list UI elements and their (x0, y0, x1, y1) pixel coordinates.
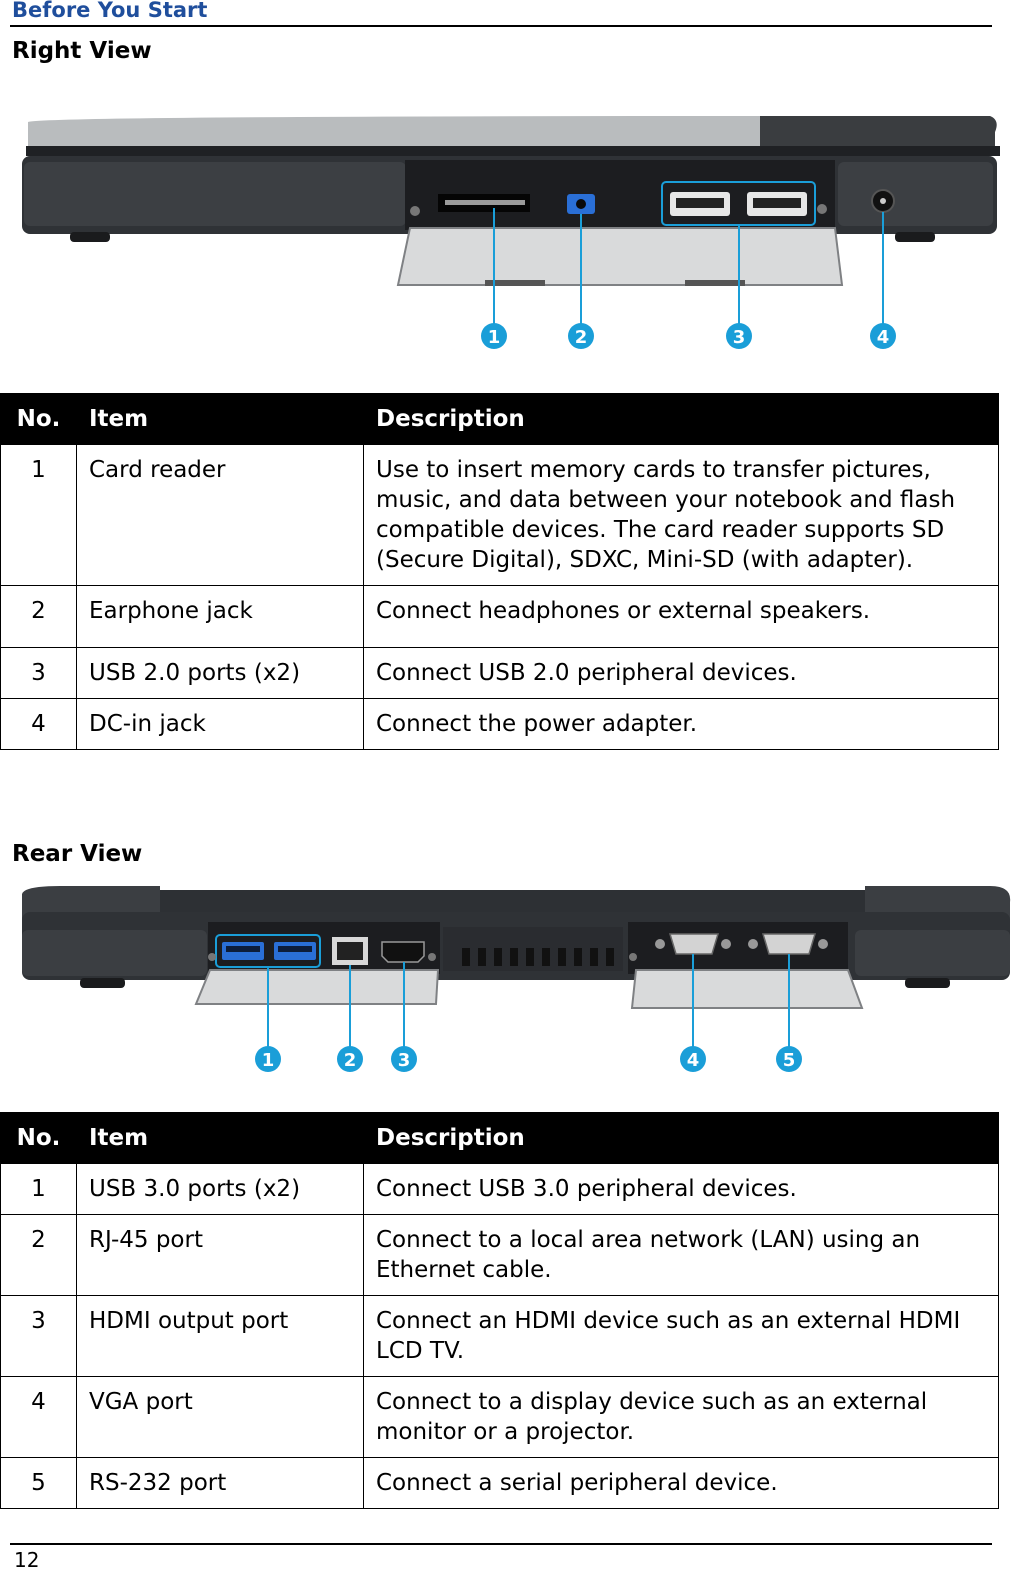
right-callout-4 (870, 323, 896, 349)
cell-no: 1 (1, 445, 77, 586)
cell-item: USB 3.0 ports (x2) (77, 1164, 364, 1215)
cell-no: 3 (1, 648, 77, 699)
cell-description: Connect USB 3.0 peripheral devices. (364, 1164, 999, 1215)
column-header-item: Item (77, 394, 364, 445)
cell-description: Connect USB 2.0 peripheral devices. (364, 648, 999, 699)
rear-callout-5 (776, 1046, 802, 1072)
cell-no: 4 (1, 1377, 77, 1458)
cell-description: Connect to a display device such as an external monitor or a projector. (364, 1377, 999, 1458)
svg-text:2: 2 (574, 327, 588, 348)
cell-description: Connect an HDMI device such as an external HDMI LCD TV. (364, 1296, 999, 1377)
cell-item: VGA port (77, 1377, 364, 1458)
table-header-row (1, 1113, 999, 1164)
svg-text:1: 1 (261, 1050, 275, 1071)
rear-callout-4 (680, 1046, 706, 1072)
table-row (1, 445, 999, 586)
column-header-item: Item (77, 1113, 364, 1164)
footer-rule (10, 1543, 992, 1545)
table-row (1, 1458, 999, 1509)
svg-text:4: 4 (876, 327, 890, 348)
cell-item: DC-in jack (77, 699, 364, 750)
cell-no: 4 (1, 699, 77, 750)
cell-no: 2 (1, 1215, 77, 1296)
rear-callout-3 (391, 1046, 417, 1072)
cell-item: RS-232 port (77, 1458, 364, 1509)
rear-view-table (0, 1112, 999, 1509)
svg-text:3: 3 (732, 327, 746, 348)
table-row (1, 1215, 999, 1296)
column-header-no: No. (1, 1113, 77, 1164)
table-row (1, 1164, 999, 1215)
right-view-illustration (0, 110, 1000, 355)
table-row (1, 699, 999, 750)
table-row (1, 648, 999, 699)
cell-description: Connect headphones or external speakers. (364, 586, 999, 648)
table-row (1, 586, 999, 648)
table-header-row (1, 394, 999, 445)
right-callout-3 (726, 323, 752, 349)
rear-callout-2 (337, 1046, 363, 1072)
cell-item: Card reader (77, 445, 364, 586)
cell-item: RJ-45 port (77, 1215, 364, 1296)
cell-no: 2 (1, 586, 77, 648)
right-callout-2 (568, 323, 594, 349)
cell-no: 1 (1, 1164, 77, 1215)
column-header-description: Description (364, 394, 999, 445)
cell-description: Connect a serial peripheral device. (364, 1458, 999, 1509)
page-number: 12 (14, 1548, 40, 1572)
table-row (1, 1296, 999, 1377)
cell-no: 3 (1, 1296, 77, 1377)
cell-description: Connect to a local area network (LAN) using an Ethernet cable. (364, 1215, 999, 1296)
table-row (1, 1377, 999, 1458)
right-view-title: Right View (12, 38, 152, 64)
header-title: Before You Start (12, 0, 208, 22)
column-header-no: No. (1, 394, 77, 445)
rear-callout-1 (255, 1046, 281, 1072)
svg-text:3: 3 (397, 1050, 411, 1071)
svg-text:1: 1 (487, 327, 501, 348)
rear-view-title: Rear View (12, 841, 143, 867)
cell-item: USB 2.0 ports (x2) (77, 648, 364, 699)
cell-description: Use to insert memory cards to transfer pictures, music, and data between your notebook and flash compatible devices. The card reader supports SD (Secure Digital), SDXC, Mini-SD (with adapter). (364, 445, 999, 586)
cell-description: Connect the power adapter. (364, 699, 999, 750)
column-header-description: Description (364, 1113, 999, 1164)
header-rule (10, 25, 992, 27)
cell-item: Earphone jack (77, 586, 364, 648)
right-view-table (0, 393, 999, 750)
rear-view-illustration (0, 882, 1015, 1082)
svg-text:4: 4 (686, 1050, 700, 1071)
svg-text:5: 5 (782, 1050, 796, 1071)
cell-no: 5 (1, 1458, 77, 1509)
right-callout-1 (481, 323, 507, 349)
svg-text:2: 2 (343, 1050, 357, 1071)
cell-item: HDMI output port (77, 1296, 364, 1377)
